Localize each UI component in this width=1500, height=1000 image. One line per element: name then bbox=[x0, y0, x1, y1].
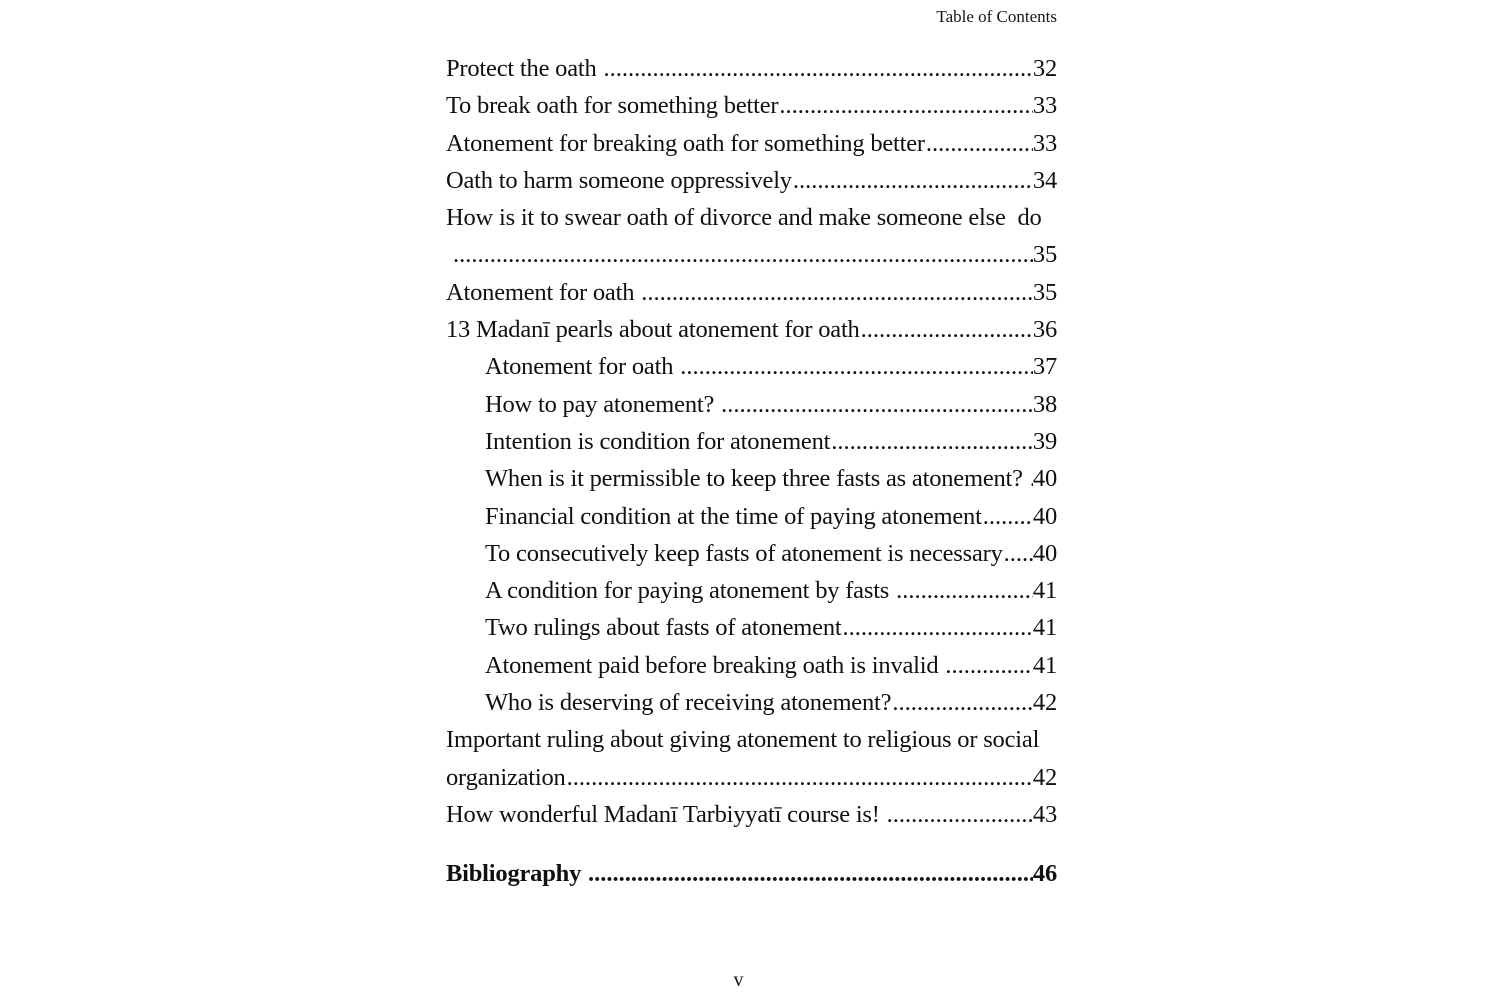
toc-dot-leader bbox=[587, 855, 1033, 892]
folio-page-number: v bbox=[733, 969, 744, 991]
toc-dot-leader bbox=[1029, 460, 1033, 497]
toc-entry-page-number: 46 bbox=[1032, 860, 1057, 888]
toc-entry-title: Atonement for oath bbox=[485, 353, 680, 381]
toc-entry-page-number: 38 bbox=[1032, 390, 1057, 418]
toc-entry[interactable] bbox=[446, 721, 1057, 758]
toc-entry-title: A condition for paying atonement by fasts bbox=[485, 577, 896, 605]
toc-entry[interactable] bbox=[446, 647, 1057, 684]
page-footer bbox=[0, 968, 1477, 992]
toc-entry-page-number: 39 bbox=[1032, 427, 1057, 455]
toc-entry-page-number: 42 bbox=[1032, 689, 1057, 717]
toc-dot-leader bbox=[602, 50, 1032, 87]
toc-entry[interactable] bbox=[446, 274, 1057, 311]
toc-entry-title: Atonement paid before breaking oath is invalid bbox=[485, 651, 945, 679]
toc-entry-page-number: 41 bbox=[1032, 614, 1057, 642]
toc-entry[interactable] bbox=[446, 855, 1057, 892]
toc-entry[interactable] bbox=[446, 199, 1057, 236]
toc-entry-page-number: 35 bbox=[1032, 278, 1057, 306]
toc-entry-title: How is it to swear oath of divorce and make someone else do bbox=[446, 204, 1042, 232]
toc-entry-title: Intention is condition for atonement bbox=[485, 427, 831, 455]
toc-entry-page-number: 41 bbox=[1032, 577, 1057, 605]
running-header-title: Table of Contents bbox=[936, 7, 1057, 26]
running-header bbox=[446, 7, 1057, 27]
toc-dot-leader bbox=[566, 759, 1033, 796]
toc-entry[interactable] bbox=[446, 386, 1057, 423]
toc-entry[interactable] bbox=[446, 460, 1057, 497]
toc-entry-title: Bibliography bbox=[446, 860, 588, 888]
toc-entry[interactable] bbox=[446, 796, 1057, 833]
toc-entry-title: Atonement for breaking oath for something better bbox=[446, 129, 925, 157]
toc-entry[interactable] bbox=[446, 498, 1057, 535]
toc-entry-title: Oath to harm someone oppressively bbox=[446, 166, 792, 194]
toc-dot-leader bbox=[895, 572, 1033, 609]
toc-entry-title: 13 Madanī pearls about atonement for oath bbox=[446, 316, 860, 344]
toc-entry[interactable] bbox=[446, 535, 1057, 572]
toc-entry-page-number: 37 bbox=[1032, 353, 1057, 381]
toc-entry[interactable] bbox=[446, 236, 1057, 273]
toc-entry-page-number: 36 bbox=[1032, 316, 1057, 344]
toc-entry-page-number: 41 bbox=[1032, 651, 1057, 679]
toc-dot-leader bbox=[841, 609, 1032, 646]
toc-dot-leader bbox=[778, 87, 1033, 124]
toc-entry-title: Atonement for oath bbox=[446, 278, 641, 306]
toc-entry-page-number: 40 bbox=[1032, 502, 1057, 530]
toc-entry[interactable] bbox=[446, 759, 1057, 796]
toc-entry-title: How to pay atonement? bbox=[485, 390, 721, 418]
toc-dot-leader bbox=[679, 348, 1033, 385]
toc-entry-page-number: 33 bbox=[1032, 92, 1057, 120]
toc-dot-leader bbox=[925, 125, 1033, 162]
toc-dot-leader bbox=[886, 796, 1033, 833]
toc-entry[interactable] bbox=[446, 609, 1057, 646]
toc-entry-title: Who is deserving of receiving atonement? bbox=[485, 689, 892, 717]
toc-entry-title: Protect the oath bbox=[446, 55, 603, 82]
toc-dot-leader bbox=[640, 274, 1033, 311]
toc-entry-page-number: 43 bbox=[1032, 800, 1057, 828]
toc-entry-page-number: 32 bbox=[1032, 55, 1057, 82]
toc-entry[interactable] bbox=[446, 572, 1057, 609]
toc-entry-page-number: 40 bbox=[1032, 465, 1057, 493]
toc-entry-title: Financial condition at the time of paying atonement bbox=[485, 502, 982, 530]
toc-dot-leader bbox=[720, 386, 1033, 423]
toc-entry-page-number: 35 bbox=[1032, 241, 1057, 269]
toc-dot-leader bbox=[944, 647, 1033, 684]
toc-dot-leader bbox=[1003, 535, 1033, 572]
toc-entry[interactable] bbox=[446, 162, 1057, 199]
toc-entry-title: To break oath for something better bbox=[446, 92, 779, 120]
toc-entry[interactable] bbox=[446, 125, 1057, 162]
toc-dot-leader bbox=[452, 236, 1033, 273]
toc-entry[interactable] bbox=[446, 87, 1057, 124]
toc-entry-title: Two rulings about fasts of atonement bbox=[485, 614, 842, 642]
toc-entry[interactable] bbox=[446, 348, 1057, 385]
toc-entry-page-number: 34 bbox=[1032, 166, 1057, 194]
toc-entry[interactable] bbox=[446, 423, 1057, 460]
toc-list bbox=[446, 50, 1057, 893]
toc-entry-title: Important ruling about giving atonement to religious or social bbox=[446, 726, 1040, 754]
toc-dot-leader bbox=[982, 498, 1033, 535]
toc-entry-page-number: 33 bbox=[1032, 129, 1057, 157]
toc-entry-title: When is it permissible to keep three fasts as atonement? bbox=[485, 465, 1029, 493]
toc-dot-leader bbox=[792, 162, 1033, 199]
toc-dot-leader bbox=[860, 311, 1033, 348]
toc-entry-title: To consecutively keep fasts of atonement is necessary bbox=[485, 539, 1003, 567]
toc-entry-page-number: 42 bbox=[1032, 763, 1057, 791]
toc-entry[interactable] bbox=[446, 684, 1057, 721]
toc-entry-title: organization bbox=[446, 763, 566, 791]
toc-entry-page-number: 40 bbox=[1032, 539, 1057, 567]
toc-entry[interactable] bbox=[446, 50, 1057, 87]
toc-entry[interactable] bbox=[446, 311, 1057, 348]
toc-dot-leader bbox=[891, 684, 1033, 721]
toc-entry-title: How wonderful Madanī Tarbiyyatī course is! bbox=[446, 800, 886, 828]
toc-dot-leader bbox=[830, 423, 1033, 460]
